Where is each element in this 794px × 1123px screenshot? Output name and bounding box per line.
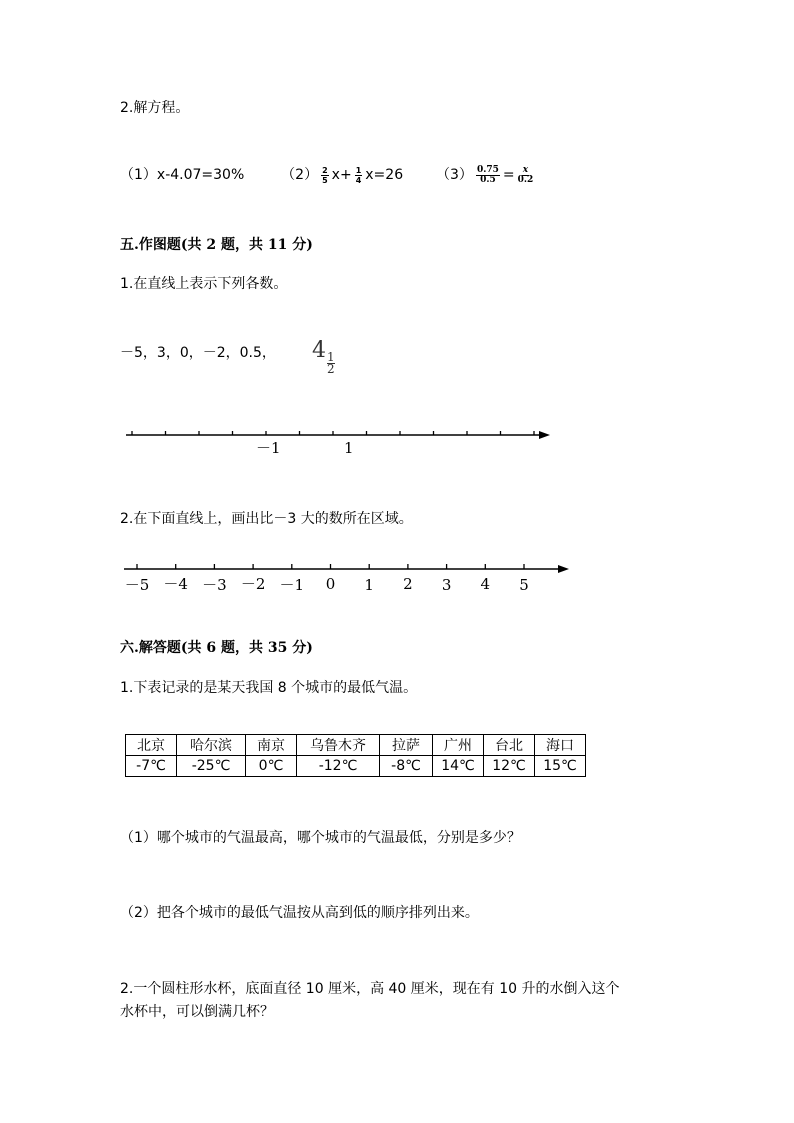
tick-label: 2 xyxy=(403,575,413,593)
temp-cell: 15℃ xyxy=(535,756,586,777)
tick-label: 5 xyxy=(519,576,529,594)
sub-question: （1）哪个城市的气温最高，哪个城市的气温最低，分别是多少？ xyxy=(120,830,521,846)
city-cell: 乌鲁木齐 xyxy=(297,735,380,756)
tick-label: 3 xyxy=(441,576,452,594)
temp-cell: 12℃ xyxy=(484,756,535,777)
tick-label: －5 xyxy=(124,576,150,594)
temp-cell: 0℃ xyxy=(246,756,297,777)
section-heading: 六.解答题(共 6 题，共 35 分) xyxy=(120,640,313,656)
city-cell: 拉萨 xyxy=(380,735,433,756)
tick-label: －1 xyxy=(256,439,281,457)
mixed-number: 4 $\frac{1}{2}$ xyxy=(312,338,335,376)
temp-cell: 14℃ xyxy=(433,756,484,777)
question-title: 2.在下面直线上，画出比－3 大的数所在区域。 xyxy=(120,511,413,527)
temperature-table xyxy=(125,734,586,777)
equation-row xyxy=(120,164,536,185)
fraction: $\frac{0.75}{0.5}$ xyxy=(476,164,499,185)
temp-cell: -25℃ xyxy=(177,756,246,777)
table-row xyxy=(126,735,586,756)
tick-label: －2 xyxy=(240,575,266,593)
arrow-head xyxy=(558,565,569,573)
number-line-1 xyxy=(120,420,560,460)
arrow-head xyxy=(539,431,550,439)
numbers-list: －5，3，0，－2，0.5， xyxy=(120,345,276,361)
tick-label: 4 xyxy=(480,575,491,593)
tick-label: －1 xyxy=(279,576,305,594)
tick-label: 1 xyxy=(344,439,354,457)
equation-2: （2） $\frac{2}{5}$ x+ $\frac{1}{4}$ x=26 xyxy=(281,165,404,185)
tick-label: 1 xyxy=(364,576,374,594)
tick-label: －3 xyxy=(202,576,227,594)
temp-cell: -7℃ xyxy=(126,756,177,777)
sub-question: （2）把各个城市的最低气温按从高到低的顺序排列出来。 xyxy=(120,905,479,921)
temp-cell: -12℃ xyxy=(297,756,380,777)
city-cell: 广州 xyxy=(433,735,484,756)
question-line: 水杯中，可以倒满几杯？ xyxy=(120,1004,274,1020)
temp-cell: -8℃ xyxy=(380,756,433,777)
city-cell: 北京 xyxy=(126,735,177,756)
number-line-2 xyxy=(120,555,580,600)
question-title: 2.解方程。 xyxy=(120,100,190,116)
fraction: $\frac{1}{4}$ xyxy=(355,165,362,185)
fraction: $\frac{x}{0.2}$ xyxy=(517,164,534,185)
question-line: 2.一个圆柱形水杯，底面直径 10 厘米，高 40 厘米，现在有 10 升的水倒入这个 xyxy=(120,981,620,997)
question-title: 1.下表记录的是某天我国 8 个城市的最低气温。 xyxy=(120,680,418,696)
tick-label: －4 xyxy=(163,575,188,593)
question-title: 1.在直线上表示下列各数。 xyxy=(120,276,288,292)
tick-label: 0 xyxy=(325,575,336,593)
equation-1: （1）x-4.07=30% xyxy=(120,167,245,183)
equation-3: （3） $\frac{0.75}{0.5}$ = $\frac{x}{0.2}$ xyxy=(436,164,534,185)
fraction: $\frac{2}{5}$ xyxy=(322,165,328,185)
table-row xyxy=(126,756,586,777)
city-cell: 哈尔滨 xyxy=(177,735,246,756)
city-cell: 台北 xyxy=(484,735,535,756)
city-cell: 海口 xyxy=(535,735,586,756)
city-cell: 南京 xyxy=(246,735,297,756)
section-heading: 五.作图题(共 2 题，共 11 分) xyxy=(120,237,313,253)
